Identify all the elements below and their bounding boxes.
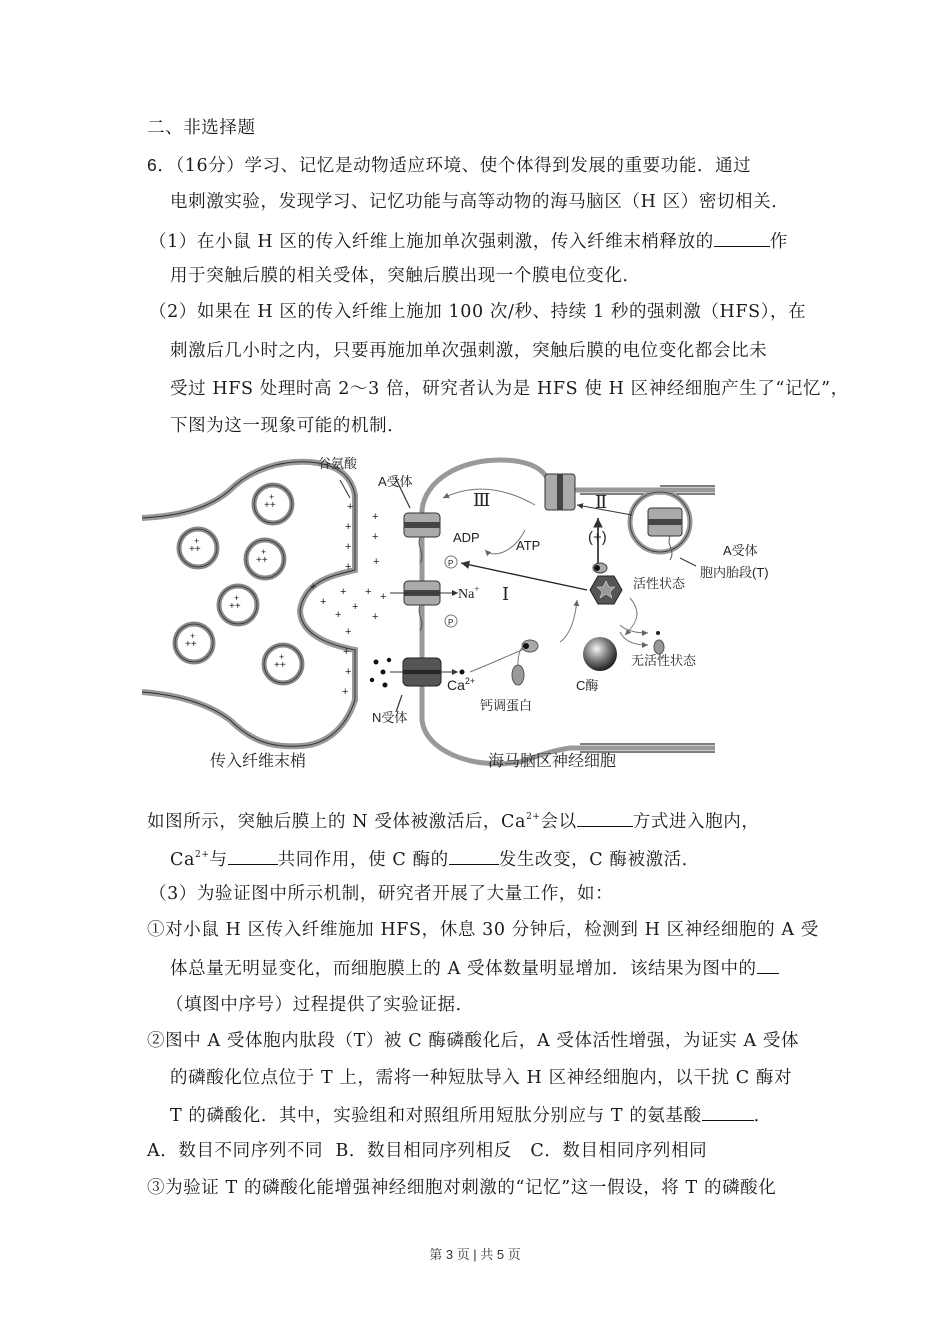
svg-text:+: + bbox=[261, 547, 267, 557]
label-active-state: 活性状态 bbox=[633, 576, 686, 591]
text: 共同作用，使 C 酶的 bbox=[277, 850, 449, 870]
section-title: 二、非选择题 bbox=[147, 118, 256, 138]
part3-item1-line-1: ①对小鼠 H 区传入纤维施加 HFS，休息 30 分钟后，检测到 H 区神经细胞的 A 受 bbox=[147, 920, 819, 940]
svg-text:+: + bbox=[372, 531, 379, 543]
caption-presynaptic: 传入纤维末梢 bbox=[210, 753, 307, 770]
question-number: 6． bbox=[147, 155, 176, 175]
part1-line-1 bbox=[149, 228, 788, 254]
part2-line-1: （2）如果在 H 区的传入纤维上施加 100 次/秒、持续 1 秒的强刺激（HFS），在 bbox=[149, 302, 807, 322]
c-enzyme-inactive bbox=[583, 637, 617, 671]
text: 体总量无明显变化，而细胞膜上的 A 受体数量明显增加．该结果为图中的 bbox=[170, 959, 757, 979]
svg-text:++: ++ bbox=[189, 544, 201, 555]
question-intro-line-1 bbox=[147, 153, 751, 178]
svg-text:+: + bbox=[343, 646, 350, 658]
label-a-receptor-right: A受体 bbox=[723, 543, 758, 558]
part3-item2-line-1: ②图中 A 受体胞内肽段（T）被 C 酶磷酸化后，A 受体活性增强，为证实 A 受体 bbox=[147, 1031, 800, 1051]
svg-text:+: + bbox=[269, 492, 275, 502]
part2-after-fig-line-1 bbox=[147, 808, 759, 834]
svg-text:+: + bbox=[345, 666, 352, 678]
label-intracellular-segment: 胞内胎段(T) bbox=[700, 565, 769, 580]
part1-text-end: 作 bbox=[769, 232, 788, 252]
svg-text:+: + bbox=[373, 556, 380, 568]
svg-text:+: + bbox=[345, 541, 352, 553]
svg-text:+: + bbox=[320, 596, 327, 608]
calcium-ions-outside bbox=[370, 658, 391, 688]
arrow-activate bbox=[560, 600, 577, 642]
label-adp: ADP bbox=[453, 530, 480, 545]
part2-after-fig-line-2 bbox=[170, 846, 700, 872]
svg-text:+: + bbox=[365, 586, 372, 598]
answer-blank-3[interactable] bbox=[228, 846, 278, 865]
svg-text:+: + bbox=[190, 631, 196, 641]
phosphate-top bbox=[445, 556, 457, 568]
synapse-mechanism-diagram bbox=[140, 450, 800, 785]
part3-item3-line-1: ③为验证 T 的磷酸化能增强神经细胞对刺激的“记忆”这一假设，将 T 的磷酸化 bbox=[147, 1178, 777, 1198]
svg-text:+: + bbox=[335, 609, 342, 621]
question-intro-line-2: 电刺激实验，发现学习、记忆功能与高等动物的海马脑区（H 区）密切相关． bbox=[170, 192, 790, 212]
synaptic-vesicles bbox=[175, 485, 302, 683]
text: 会以 bbox=[540, 812, 577, 832]
label-plus: (+) bbox=[588, 529, 607, 546]
answer-options bbox=[147, 1139, 707, 1163]
label-calcium: $Ca^{2+}$ bbox=[447, 676, 476, 693]
svg-text:+: + bbox=[380, 591, 387, 603]
glutamate-molecules bbox=[310, 501, 386, 698]
option-c[interactable]: C．数目相同序列相同 bbox=[530, 1141, 708, 1161]
text: 方式进入胞内， bbox=[632, 812, 760, 832]
svg-text:+: + bbox=[372, 511, 379, 523]
label-inactive-state: 无活性状态 bbox=[631, 653, 697, 668]
option-b[interactable]: B．数目相同序列相反 bbox=[335, 1141, 512, 1161]
page-footer: 第 3 页 | 共 5 页 bbox=[429, 1247, 521, 1262]
svg-text:+: + bbox=[279, 652, 285, 662]
part2-line-4: 下图为这一现象可能的机制． bbox=[170, 416, 406, 436]
part1-text: （1）在小鼠 H 区的传入纤维上施加单次强刺激，传入纤维末梢释放的 bbox=[149, 232, 714, 252]
label-atp: ATP bbox=[516, 538, 541, 553]
calcium-ion-inside bbox=[460, 670, 465, 675]
svg-text:+: + bbox=[345, 626, 352, 638]
part3-line-1: （3）为验证图中所示机制，研究者开展了大量工作，如： bbox=[149, 884, 614, 904]
superscript: 2+ bbox=[195, 850, 210, 860]
text: 发生改变，C 酶被激活． bbox=[498, 850, 700, 870]
a-receptor-vesicle bbox=[630, 492, 696, 566]
text: Ca bbox=[170, 850, 196, 870]
svg-text:+: + bbox=[372, 611, 379, 623]
phosphate-lower bbox=[445, 615, 457, 627]
part2-line-3: 受过 HFS 处理时高 2～3 倍，研究者认为是 HFS 使 H 区神经细胞产生了“记忆”， bbox=[170, 379, 849, 399]
label-n-receptor: N受体 bbox=[372, 710, 408, 725]
caption-postsynaptic: 海马脑区神经细胞 bbox=[488, 753, 617, 770]
superscript: 2+ bbox=[526, 812, 541, 822]
calmodulin bbox=[512, 640, 538, 685]
c-enzyme-active bbox=[590, 563, 622, 604]
label-a-receptor-top: A受体 bbox=[378, 474, 413, 489]
svg-text:+: + bbox=[234, 593, 240, 603]
svg-text:P: P bbox=[448, 559, 454, 568]
svg-text:+: + bbox=[352, 601, 359, 613]
text: T 的磷酸化．其中，实验组和对照组所用短肽分别应与 T 的氨基酸 bbox=[170, 1106, 702, 1126]
svg-text:+: + bbox=[340, 586, 347, 598]
svg-text:++: ++ bbox=[264, 500, 276, 511]
svg-text:+: + bbox=[194, 536, 200, 546]
svg-text:++: ++ bbox=[256, 555, 268, 566]
svg-text:+: + bbox=[347, 501, 354, 513]
svg-text:++: ++ bbox=[274, 660, 286, 671]
label-glutamate: 谷氨酸 bbox=[318, 456, 358, 471]
label-calmodulin: 钙调蛋白 bbox=[480, 698, 533, 713]
label-c-enzyme: C酶 bbox=[576, 678, 599, 693]
answer-blank-2[interactable] bbox=[577, 808, 633, 827]
answer-blank-5[interactable] bbox=[757, 955, 779, 974]
option-a[interactable]: A．数目不同序列不同 bbox=[147, 1141, 324, 1161]
part1-line-2: 用于突触后膜的相关受体，突触后膜出现一个膜电位变化． bbox=[170, 266, 641, 286]
part3-item1-line-2 bbox=[170, 955, 779, 981]
question-score: （16分） bbox=[175, 156, 245, 176]
label-process-1: Ⅰ bbox=[502, 584, 510, 604]
part3-item1-line-3: （填图中序号）过程提供了实验证据． bbox=[166, 995, 474, 1015]
svg-text:+: + bbox=[345, 521, 352, 533]
text: 与 bbox=[209, 850, 228, 870]
inserted-a-receptor bbox=[545, 474, 575, 510]
label-sodium: Na+ bbox=[458, 584, 480, 602]
arrow-process-1 bbox=[461, 563, 587, 590]
label-process-3: Ⅲ bbox=[473, 490, 491, 510]
svg-text:+: + bbox=[345, 561, 352, 573]
label-process-2: Ⅱ bbox=[595, 492, 608, 512]
part3-item2-line-2: 的磷酸化位点位于 T 上，需将一种短肽导入 H 区神经细胞内，以干扰 C 酶对 bbox=[170, 1068, 793, 1088]
svg-text:+: + bbox=[342, 686, 349, 698]
svg-text:P: P bbox=[448, 618, 454, 627]
svg-text:++: ++ bbox=[185, 639, 197, 650]
svg-text:+: + bbox=[310, 581, 317, 593]
svg-text:++: ++ bbox=[229, 601, 241, 612]
answer-blank-6[interactable] bbox=[702, 1102, 754, 1121]
answer-blank-4[interactable] bbox=[449, 846, 499, 865]
part3-item2-line-3 bbox=[170, 1102, 772, 1128]
intro-text: 学习、记忆是动物适应环境、使个体得到发展的重要功能．通过 bbox=[244, 156, 752, 176]
answer-blank-1[interactable] bbox=[714, 228, 770, 247]
text: ． bbox=[753, 1106, 772, 1126]
part2-line-2: 刺激后几小时之内，只要再施加单次强刺激，突触后膜的电位变化都会比未 bbox=[170, 341, 768, 361]
text: 如图所示，突触后膜上的 N 受体被激活后，Ca bbox=[147, 812, 527, 832]
